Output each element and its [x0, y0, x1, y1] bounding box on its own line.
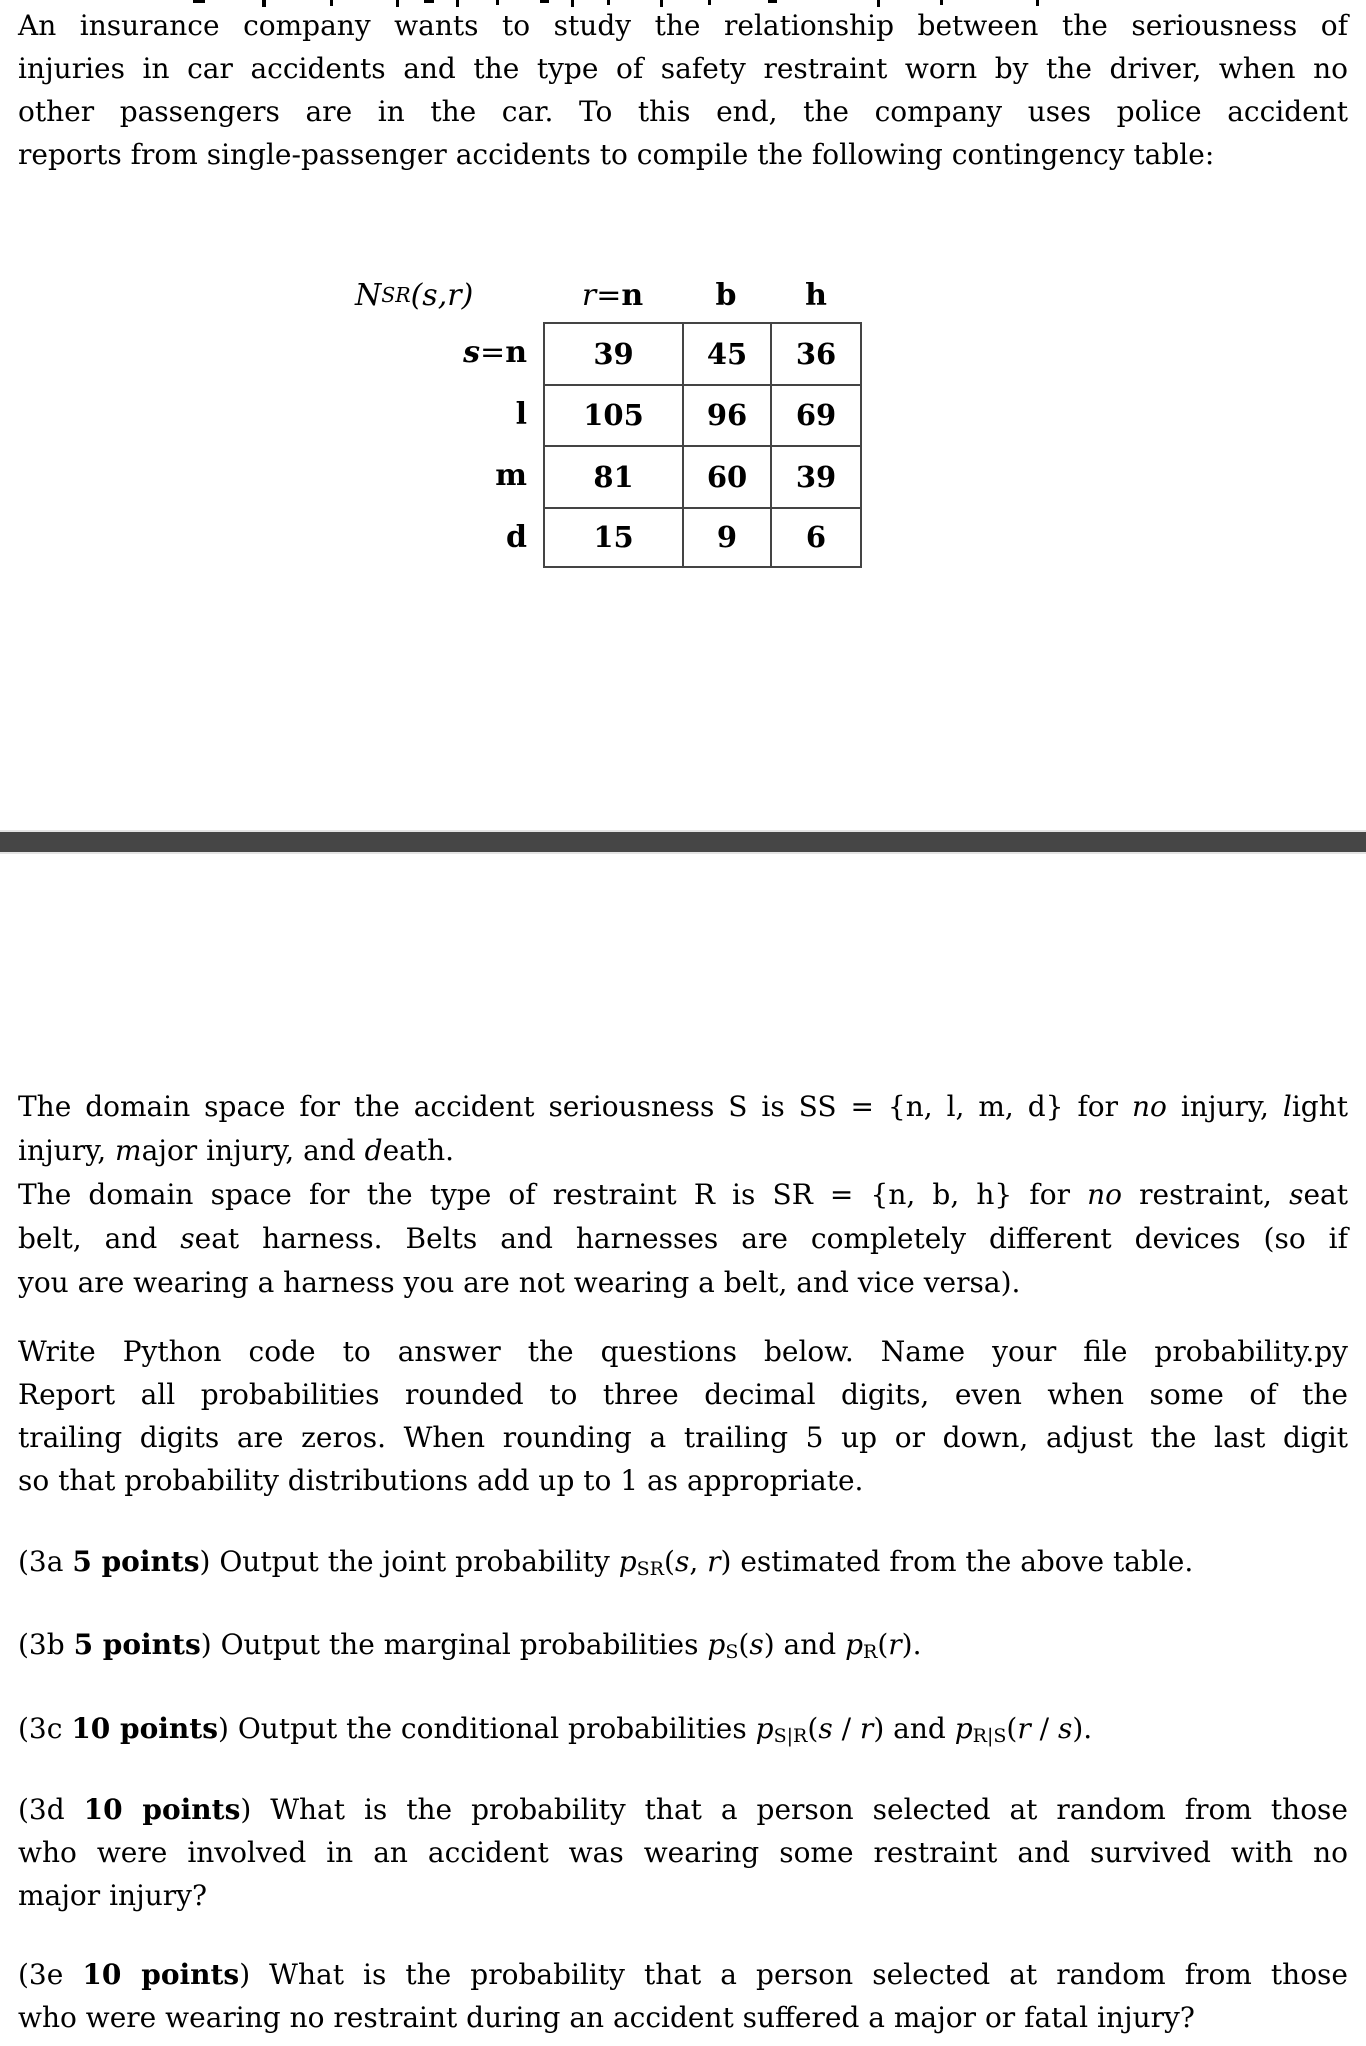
text-fragment: [540, 0, 549, 3]
question-3d: [18, 1788, 1348, 1917]
table-cell: 39: [770, 445, 862, 507]
domain-space-paragraph: [18, 1085, 1348, 1305]
page-break-bar: [0, 830, 1366, 854]
table-cell: 36: [770, 322, 862, 384]
text-line: (3d 10 points) What is the probability that a person selected at random from those: [18, 1793, 1348, 1826]
table-cell: 39: [543, 322, 682, 384]
table-cell: 96: [682, 384, 770, 446]
text-line: injury, major injury, and death.: [18, 1134, 455, 1167]
table-cell: 45: [682, 322, 770, 384]
contingency-table: [355, 268, 862, 568]
text-line: you are wearing a harness you are not wearing a belt, and vice versa).: [18, 1266, 1021, 1299]
table-row-label-d: d: [506, 519, 527, 555]
table-row-label-m: m: [495, 458, 527, 494]
text-line: who were wearing no restraint during an accident suffered a major or fatal injury?: [18, 2001, 1195, 2034]
table-col-header-h: h: [805, 277, 827, 313]
text-line: An insurance company wants to study the relationship between the seriousness of: [18, 9, 1348, 42]
text-line: injuries in car accidents and the type of safety restraint worn by the driver, when no: [18, 52, 1348, 85]
table-row-label-n: s = n: [463, 335, 527, 371]
text-line: other passengers are in the car. To this end, the company uses police accident: [18, 95, 1348, 128]
text-line: who were involved in an accident was wearing some restraint and survived with no: [18, 1836, 1348, 1869]
table-row-label-l: l: [515, 396, 527, 432]
text-line: Write Python code to answer the questions below. Name your file probability.py: [18, 1335, 1348, 1368]
text-line: reports from single-passenger accidents to compile the following contingency table:: [18, 138, 1215, 171]
text-line: (3e 10 points) What is the probability that a person selected at random from those: [18, 1958, 1348, 1991]
text-fragment: [193, 0, 205, 3]
text-line: belt, and seat harness. Belts and harnesses are completely different devices (so if: [18, 1222, 1348, 1255]
question-3e: [18, 1953, 1348, 2039]
table-cell: 105: [543, 384, 682, 446]
table-cell: 15: [543, 507, 682, 569]
text-fragment: [424, 0, 434, 3]
text-line: The domain space for the type of restraint R is SR = {n, b, h} for no restraint, seat: [18, 1178, 1348, 1211]
question-3b: (3b 5 points) Output the marginal probabilities $p_S(s)$ and $p_R(r)$.: [18, 1628, 922, 1664]
table-cell: 69: [770, 384, 862, 446]
text-line: trailing digits are zeros. When rounding a trailing 5 up or down, adjust the last digit: [18, 1421, 1348, 1454]
text-fragment: [768, 0, 777, 3]
table-cell: 6: [770, 507, 862, 569]
question-3c: (3c 10 points) Output the conditional probabilities $p_{S|R}(s / r)$ and $p_{R|S}(r / s)$.: [18, 1712, 1093, 1748]
text-line: Report all probabilities rounded to three decimal digits, even when some of the: [18, 1378, 1348, 1411]
table-cell: 81: [543, 445, 682, 507]
table-cell: 60: [682, 445, 770, 507]
intro-paragraph: [18, 4, 1348, 176]
text-line: so that probability distributions add up to 1 as appropriate.: [18, 1464, 864, 1497]
table-col-header-n: r = n: [581, 277, 644, 313]
text-line: The domain space for the accident seriousness S is SS = {n, l, m, d} for no injury, light: [18, 1090, 1349, 1123]
table-corner-label: N SR ( s , r ): [355, 277, 474, 313]
table-col-header-b: b: [715, 277, 737, 313]
text-line: major injury?: [18, 1879, 207, 1912]
question-3a: (3a 5 points) Output the joint probability $p_{SR}(s$, r) estimated from the above table.: [18, 1545, 1194, 1581]
table-cell: 9: [682, 507, 770, 569]
python-instructions-paragraph: [18, 1330, 1348, 1502]
